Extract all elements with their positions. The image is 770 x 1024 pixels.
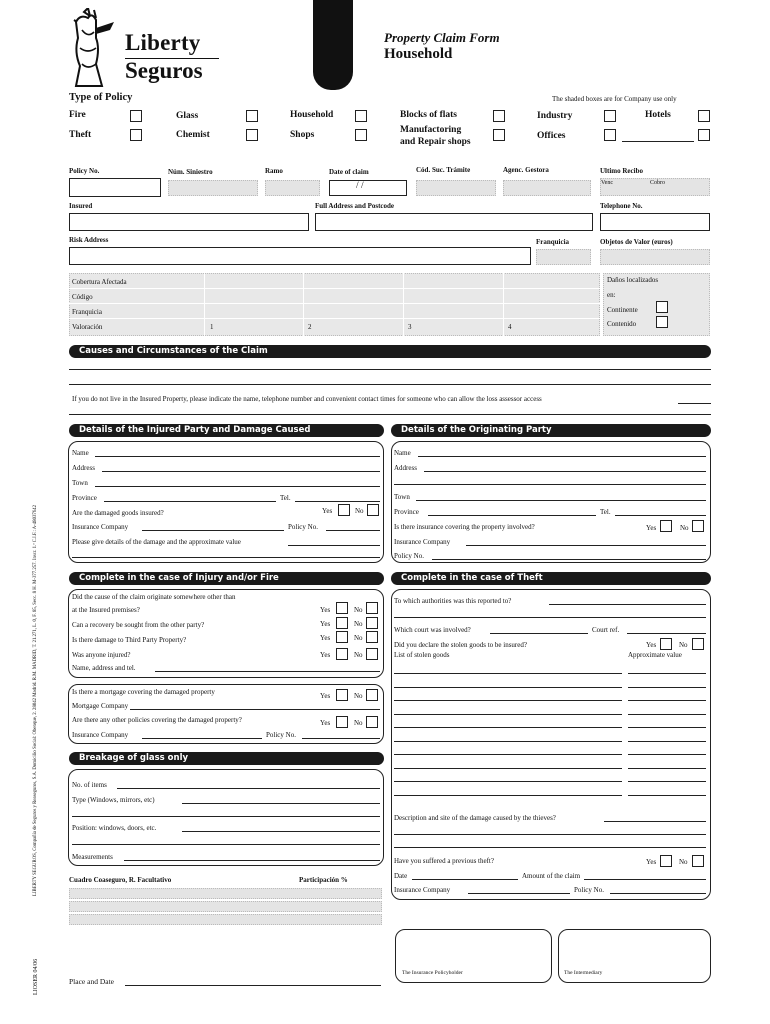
injured-goods-no-checkbox[interactable] [367,504,379,516]
stolen-value-line[interactable] [628,768,706,769]
policyholder-label: The Insurance Policyholder [402,970,463,976]
origin-covering-yes-checkbox[interactable] [660,520,672,532]
legal-side-text: LIBERTY SEGUROS, Compañía de Seguros y Reaseguros, S.A. Domicilio Social: Obenque, 2. 28042 Madrid. R.M. MADRID, T. 21.271, L. 0, F. 85, Secc. 8 H. M-377.257. Inscr. 1.ª C.I.F.: A-48037642 [33,505,38,896]
theft-prev-yes-label: Yes [646,858,657,866]
theft-checkbox[interactable] [130,129,142,141]
glass-type-label: Type (Windows, mirrors, etc) [72,796,155,804]
form-title: Property Claim Form [384,30,500,45]
injured-policy-line[interactable] [326,530,380,531]
fire-q1-yes-label: Yes [320,606,331,614]
origin-town-label: Town [394,493,410,501]
other-policies-yes-label: Yes [320,719,331,727]
cobertura-divider-2 [303,273,304,336]
venc-label: Venc [601,180,613,186]
fire-q3-no-label: No [354,634,363,642]
stolen-item-line[interactable] [394,781,622,782]
agenc-label: Agenc. Gestora [503,166,549,174]
theft-prev-label: Have you suffered a previous theft? [394,857,494,865]
injured-goods-label: Are the damaged goods insured? [72,509,164,517]
place-date-label: Place and Date [69,977,114,986]
injured-details-label: Please give details of the damage and the approximate value [72,538,241,546]
manuf-checkbox[interactable] [493,129,505,141]
injured-name-label: Name [72,449,89,457]
stolen-value-line[interactable] [628,741,706,742]
num-siniestro-field [168,180,258,196]
injured-insco-line[interactable] [142,530,284,531]
offices-checkbox[interactable] [604,129,616,141]
place-date-line[interactable] [125,985,381,986]
mortgage-company-line[interactable] [130,709,380,710]
fire-q1-no-checkbox[interactable] [366,602,378,614]
fire-q4-yes-checkbox[interactable] [336,648,348,660]
stolen-value-line[interactable] [628,754,706,755]
other-policy-checkbox[interactable] [698,129,710,141]
cobertura-row-divider-1 [69,288,600,289]
absent-line-2[interactable] [69,414,711,415]
theft-title-bar: Complete in the case of Theft [391,572,711,585]
fire-q4-label: Was anyone injured? [72,651,131,659]
other-policies-no-label: No [354,719,363,727]
fire-q2-label: Can a recovery be sought from the other party? [72,621,205,629]
fire-policy-line[interactable] [302,738,380,739]
origin-address-line[interactable] [424,471,706,472]
fire-title-bar: Complete in the case of Injury and/or Fire [69,572,384,585]
stolen-item-line[interactable] [394,741,622,742]
stolen-value-line[interactable] [628,795,706,796]
fire-q2-yes-checkbox[interactable] [336,617,348,629]
injured-tel-label: Tel. [280,494,291,502]
mortgage-no-label: No [354,692,363,700]
theft-desc-label: Description and site of the damage caused by the thieves? [394,814,556,822]
theft-date-line[interactable] [412,879,518,880]
injured-goods-yes-checkbox[interactable] [338,504,350,516]
theft-amount-label: Amount of the claim [522,872,581,880]
offices-label: Offices [537,131,566,141]
codigo-label: Código [72,293,93,301]
origin-insco-line[interactable] [466,545,706,546]
fire-insco-line[interactable] [142,738,262,739]
causes-line-2[interactable] [69,384,711,385]
glass-position-line-2[interactable] [72,844,380,845]
contenido-label: Contenido [607,320,637,328]
agenc-field [503,180,591,196]
col-2-number: 2 [308,323,312,331]
injured-tel-line[interactable] [295,501,380,502]
stolen-item-line[interactable] [394,768,622,769]
cobertura-label: Cobertura Afectada [72,278,127,286]
danos-label: Daños localizados [607,276,659,284]
fire-q4-no-label: No [354,651,363,659]
stolen-value-line[interactable] [628,700,706,701]
num-siniestro-label: Núm. Siniestro [168,168,213,176]
theft-policy-label: Policy No. [574,886,604,894]
origin-tel-label: Tel. [600,508,611,516]
blocks-checkbox[interactable] [493,110,505,122]
glass-position-line[interactable] [182,831,380,832]
theft-court-ref-label: Court ref. [592,626,620,634]
cobertura-row-divider-3 [69,318,600,319]
risk-address-label: Risk Address [69,236,109,244]
franquicia-label: Franquicia [536,238,570,246]
fire-q3-no-checkbox[interactable] [366,631,378,643]
theft-date-label: Date [394,872,408,880]
policy-no-label: Policy No. [69,167,100,175]
ramo-field [265,180,320,196]
theft-label: Theft [69,130,92,140]
absent-line-1[interactable] [678,403,711,404]
franquicia-field [536,249,591,265]
fire-q2-yes-label: Yes [320,620,331,628]
shaded-note: The shaded boxes are for Company use only [552,95,677,103]
glass-items-line[interactable] [117,788,380,789]
cod-suc-field [416,180,496,196]
liberty-statue-logo [66,8,122,88]
manuf-label-2: and Repair shops [400,137,471,147]
theft-amount-line[interactable] [584,879,706,880]
theft-declare-label: Did you declare the stolen goods to be insured? [394,641,527,649]
theft-insco-label: Insurance Company [394,886,451,894]
cobertura-row-divider-2 [69,303,600,304]
origin-policy-line[interactable] [432,559,706,560]
injured-goods-yes-label: Yes [322,507,333,515]
origin-address-label: Address [394,464,417,472]
origin-province-label: Province [394,508,419,516]
fire-q3-yes-label: Yes [320,634,331,642]
stolen-value-line[interactable] [628,727,706,728]
coaseguro-row-2 [69,901,382,912]
hotels-checkbox[interactable] [698,110,710,122]
risk-address-field[interactable] [69,247,531,265]
fire-checkbox[interactable] [130,110,142,122]
fire-q3-label: Is there damage to Third Party Property? [72,636,187,644]
fire-q2-no-label: No [354,620,363,628]
injured-goods-no-label: No [355,507,364,515]
stolen-value-line[interactable] [628,687,706,688]
theft-policy-line[interactable] [610,893,706,894]
continente-label: Continente [607,306,638,314]
participacion-label: Participación % [299,876,348,884]
cobertura-divider-1 [204,273,205,336]
franquicia-grid-label: Franquicia [72,308,102,316]
origin-insco-label: Insurance Company [394,538,451,546]
fire-q3-yes-checkbox[interactable] [336,631,348,643]
col-1-number: 1 [210,323,214,331]
household-label: Household [290,110,334,120]
mortgage-no-checkbox[interactable] [366,689,378,701]
coaseguro-row-3 [69,914,382,925]
stolen-item-line[interactable] [394,754,622,755]
intermediary-label: The Intermediary [564,970,603,976]
injured-policy-label: Policy No. [288,523,318,531]
household-checkbox[interactable] [355,110,367,122]
chemist-checkbox[interactable] [246,129,258,141]
cod-suc-label: Cód. Suc. Trámite [416,166,471,174]
origin-town-line[interactable] [416,500,706,501]
col-4-number: 4 [508,323,512,331]
contenido-checkbox[interactable] [656,316,668,328]
glass-checkbox[interactable] [246,110,258,122]
theft-prev-yes-checkbox[interactable] [660,855,672,867]
injured-insco-label: Insurance Company [72,523,129,531]
stolen-item-line[interactable] [394,687,622,688]
causes-line-1[interactable] [69,369,711,370]
theft-desc-line-2[interactable] [394,834,706,835]
origin-title-bar: Details of the Originating Party [391,424,711,437]
glass-type-line[interactable] [182,803,380,804]
fire-q4-no-checkbox[interactable] [366,648,378,660]
mortgage-yes-label: Yes [320,692,331,700]
absent-note: If you do not live in the Insured Property, please indicate the name, telephone number and convenient contact times for someone who can allow the loss assessor access [72,395,542,403]
industry-checkbox[interactable] [604,110,616,122]
telephone-field[interactable] [600,213,710,231]
theft-insco-line[interactable] [468,893,570,894]
theft-court-ref-line[interactable] [627,633,706,634]
fire-q5-label: Name, address and tel. [72,664,136,672]
ramo-label: Ramo [265,167,283,175]
glass-items-label: No. of items [72,781,107,789]
injured-details-line-1[interactable] [288,545,380,546]
injured-address-line[interactable] [102,471,380,472]
brand-sub: Seguros [125,58,203,83]
en-label: en: [607,291,616,299]
other-policies-yes-checkbox[interactable] [336,716,348,728]
theft-court-line[interactable] [490,633,588,634]
date-claim-field[interactable] [329,180,407,196]
theft-court-label: Which court was involved? [394,626,471,634]
hotels-label: Hotels [645,110,671,120]
date-claim-label: Date of claim [329,168,369,176]
origin-address-line-2[interactable] [394,484,706,485]
injured-details-line-2[interactable] [72,557,380,558]
other-policy-line[interactable] [622,141,694,142]
other-policies-label: Are there any other policies covering the damaged property? [72,716,242,724]
fire-q1a-label: Did the cause of the claim originate somewhere other than [72,593,236,601]
theft-authorities-line-2[interactable] [394,617,706,618]
date-separator: / / [356,181,364,191]
top-tab [313,0,353,90]
stolen-item-line[interactable] [394,673,622,674]
fire-policy-label: Policy No. [266,731,296,739]
coaseguro-row-1 [69,888,382,899]
address-field[interactable] [315,213,593,231]
stolen-item-line[interactable] [394,795,622,796]
theft-declare-no-label: No [679,641,688,649]
stolen-item-line[interactable] [394,700,622,701]
theft-prev-no-label: No [679,858,688,866]
shops-checkbox[interactable] [355,129,367,141]
fire-insco-label: Insurance Company [72,731,129,739]
injured-name-line[interactable] [95,456,380,457]
ultimo-recibo-label: Ultimo Recibo [600,167,643,175]
chemist-label: Chemist [176,130,210,140]
blocks-label: Blocks of flats [400,110,457,120]
glass-type-line-2[interactable] [72,816,380,817]
injured-town-line[interactable] [95,486,380,487]
telephone-label: Telephone No. [600,202,643,210]
col-3-number: 3 [408,323,412,331]
theft-authorities-line[interactable] [549,604,706,605]
shops-label: Shops [290,130,315,140]
valoracion-label: Valoración [72,323,103,331]
theft-declare-no-checkbox[interactable] [692,638,704,650]
glass-measure-label: Measurements [72,853,113,861]
theft-declare-yes-label: Yes [646,641,657,649]
form-code-text: LIOSER 04/06 [33,958,39,995]
stolen-value-line[interactable] [628,781,706,782]
stolen-item-line[interactable] [394,727,622,728]
origin-policy-label: Policy No. [394,552,424,560]
other-policies-no-checkbox[interactable] [366,716,378,728]
mortgage-company-label: Mortgage Company [72,702,129,710]
theft-approx-label: Approximate value [628,651,682,659]
industry-label: Industry [537,111,573,121]
theft-declare-yes-checkbox[interactable] [660,638,672,650]
insured-label: Insured [69,202,93,210]
fire-q5-line[interactable] [155,671,380,672]
cobro-label: Cobro [650,180,665,186]
continente-checkbox[interactable] [656,301,668,313]
theft-desc-line-3[interactable] [394,847,706,848]
causes-title-bar: Causes and Circumstances of the Claim [69,345,711,358]
injured-address-label: Address [72,464,95,472]
glass-panel [68,769,384,866]
fire-q1b-label: at the Insured premises? [72,606,140,614]
origin-province-line[interactable] [428,515,596,516]
stolen-value-line[interactable] [628,673,706,674]
form-subtitle: Household [384,46,453,62]
manuf-label-1: Manufactoring [400,125,462,135]
origin-covering-label: Is there insurance covering the property involved? [394,523,535,531]
origin-covering-no-label: No [680,524,689,532]
theft-panel [391,589,711,900]
cobertura-divider-3 [403,273,404,336]
mortgage-q-label: Is there a mortgage covering the damaged property [72,688,215,696]
origin-covering-yes-label: Yes [646,524,657,532]
objetos-field [600,249,710,265]
cobertura-grid [69,273,600,336]
coaseguro-label: Cuadro Coaseguro, R. Facultativo [69,876,172,884]
glass-position-label: Position: windows, doors, etc. [72,824,157,832]
injured-province-label: Province [72,494,97,502]
injured-title-bar: Details of the Injured Party and Damage Caused [69,424,384,437]
injured-town-label: Town [72,479,88,487]
origin-name-line[interactable] [418,456,706,457]
objetos-label: Objetos de Valor (euros) [600,238,673,246]
stolen-item-line[interactable] [394,714,622,715]
glass-label: Glass [176,111,199,121]
fire-q1-yes-checkbox[interactable] [336,602,348,614]
glass-measure-line[interactable] [124,860,380,861]
origin-covering-no-checkbox[interactable] [692,520,704,532]
cobertura-divider-4 [503,273,504,336]
theft-list-label: List of stolen goods [394,651,450,659]
theft-prev-no-checkbox[interactable] [692,855,704,867]
origin-name-label: Name [394,449,411,457]
brand-name: Liberty [125,30,201,55]
glass-title-bar: Breakage of glass only [69,752,384,765]
fire-q4-yes-label: Yes [320,651,331,659]
theft-desc-line-1[interactable] [604,821,706,822]
fire-q1-no-label: No [354,606,363,614]
fire-q2-no-checkbox[interactable] [366,617,378,629]
stolen-value-line[interactable] [628,714,706,715]
address-label: Full Address and Postcode [315,202,395,210]
theft-authorities-label: To which authorities was this reported to? [394,597,512,605]
insured-field[interactable] [69,213,309,231]
injured-province-line[interactable] [104,501,276,502]
fire-label: Fire [69,110,86,120]
origin-tel-line[interactable] [615,515,706,516]
policy-type-heading: Type of Policy [69,92,133,103]
mortgage-yes-checkbox[interactable] [336,689,348,701]
policy-no-field[interactable] [69,178,161,197]
